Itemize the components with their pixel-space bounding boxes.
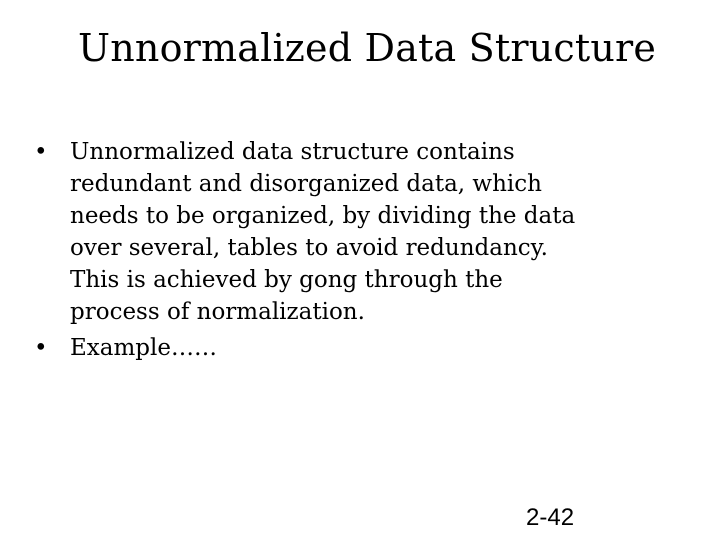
slide-number: 2-42 xyxy=(526,504,575,531)
bullet-line: Example…… xyxy=(70,335,217,361)
bullet-line: This is achieved by gong through the xyxy=(70,267,503,293)
bullet-marker: • xyxy=(34,335,48,361)
bullet-line: Unnormalized data structure contains xyxy=(70,139,515,165)
bullet-line: process of normalization. xyxy=(70,299,365,325)
bullet-item-definition xyxy=(32,136,682,328)
slide-title: Unnormalized Data Structure xyxy=(78,26,657,70)
bullet-marker: • xyxy=(34,139,48,165)
bullet-line: over several, tables to avoid redundancy. xyxy=(70,235,548,261)
bullet-list xyxy=(32,136,682,368)
bullet-line: needs to be organized, by dividing the data xyxy=(70,203,576,229)
bullet-line: redundant and disorganized data, which xyxy=(70,171,542,197)
bullet-item-example xyxy=(32,332,682,364)
